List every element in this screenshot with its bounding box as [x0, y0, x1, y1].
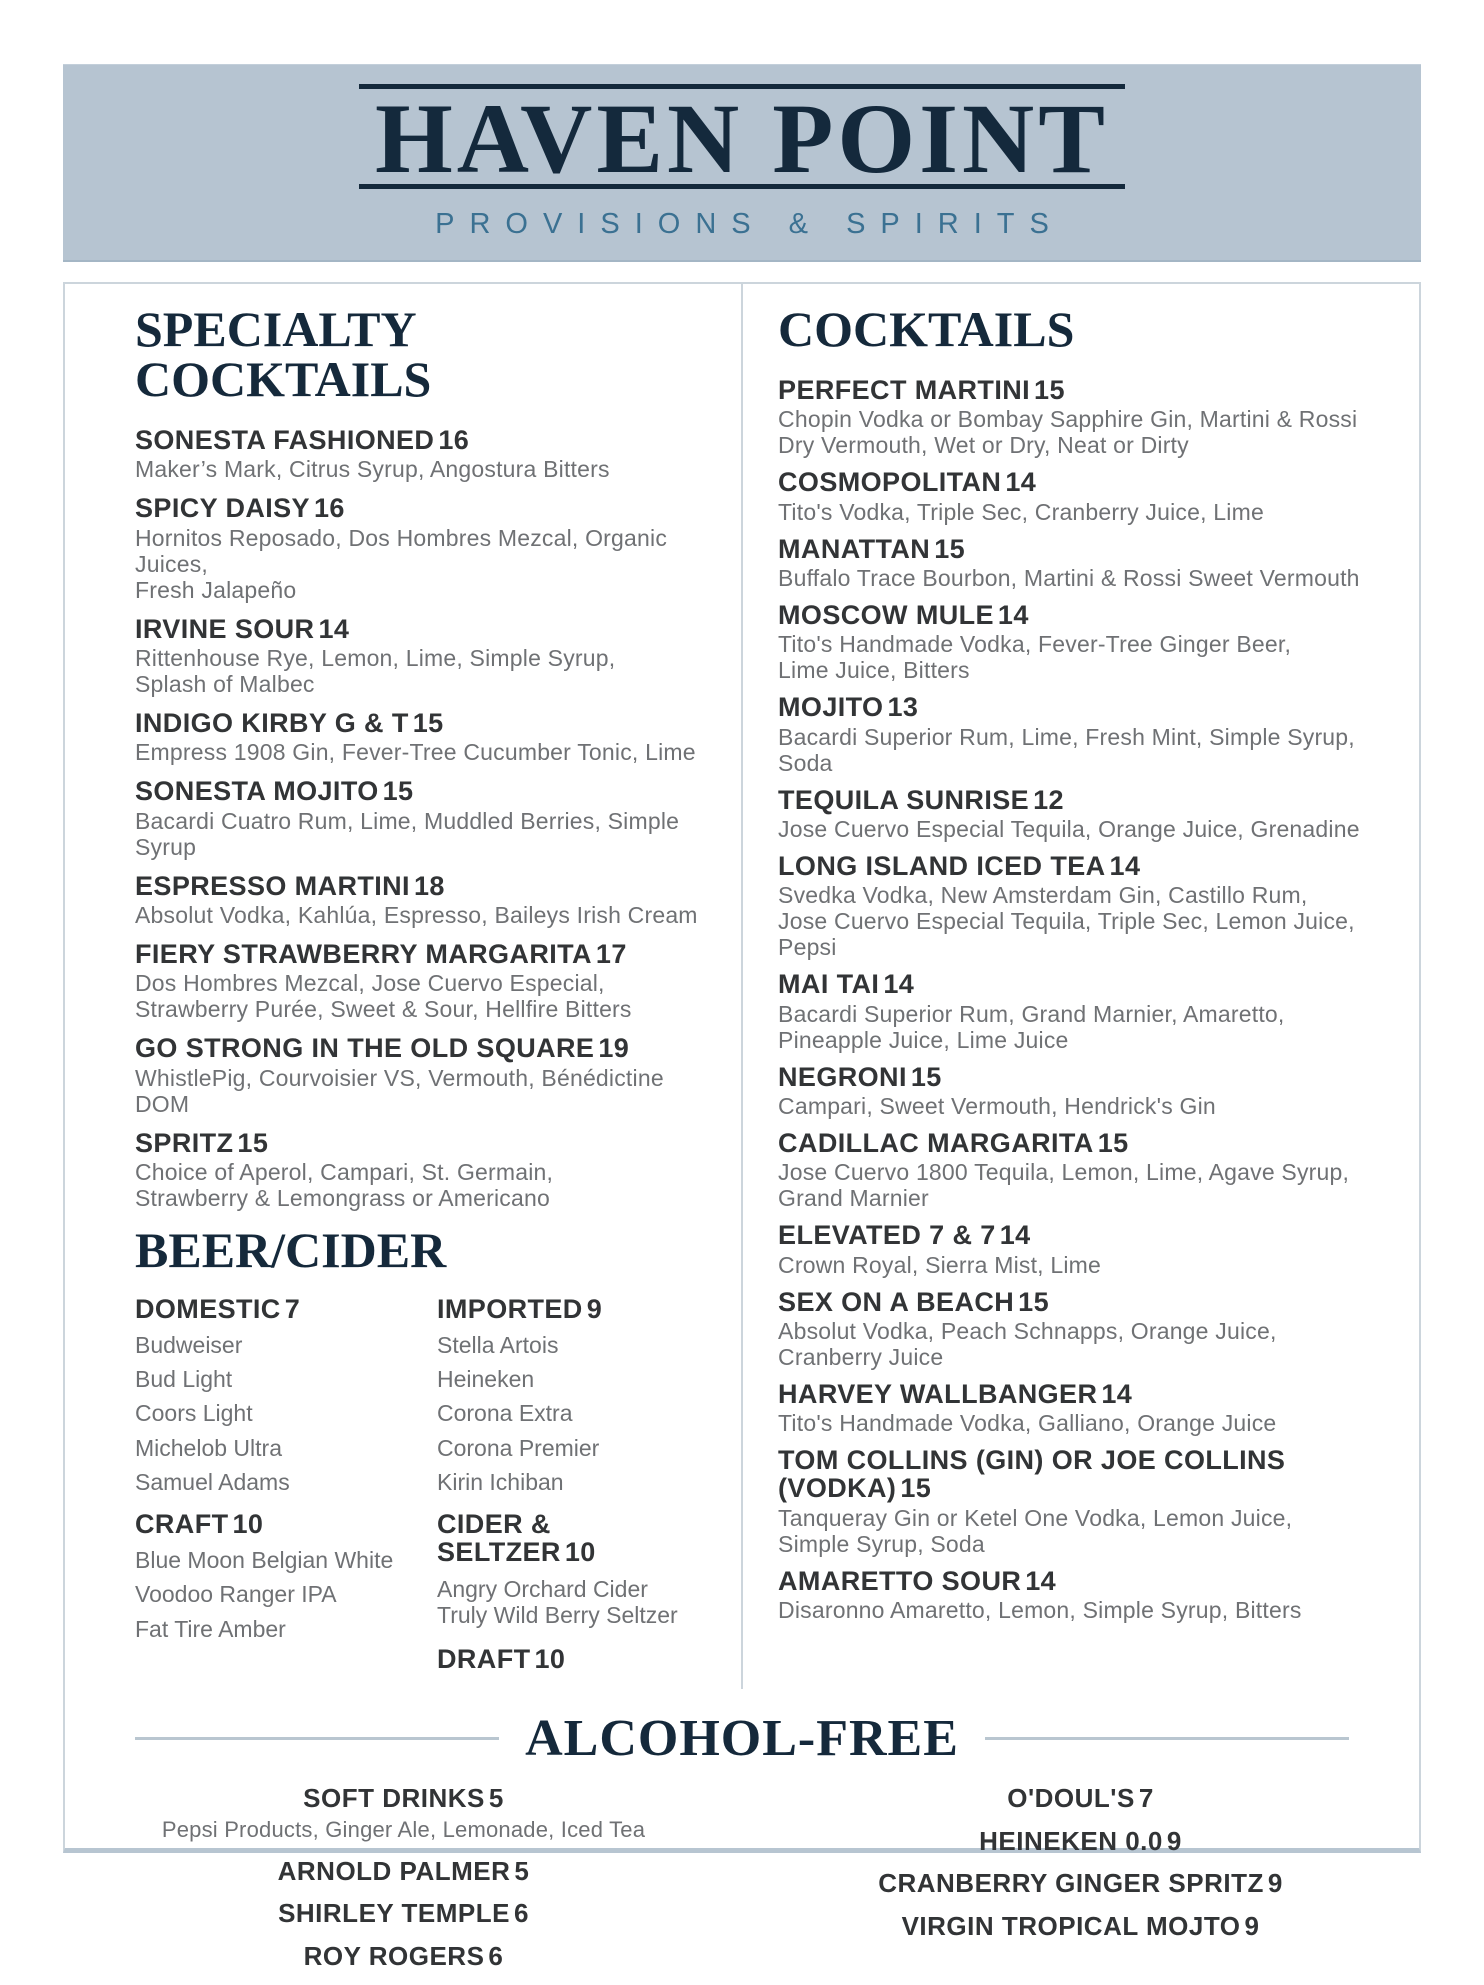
- alcohol-free-item: [65, 1899, 742, 1928]
- menu-item-desc-line: Strawberry & Lemongrass or Americano: [135, 1184, 550, 1211]
- alcohol-free-item-description: Pepsi Products, Ginger Ale, Lemonade, Iced Tea: [161, 1816, 646, 1842]
- left-column: [65, 284, 743, 1689]
- menu-item-price: 14: [997, 599, 1029, 630]
- menu-item: [778, 1567, 1399, 1623]
- menu-item-description: [135, 645, 715, 697]
- menu-item: [135, 1129, 715, 1211]
- beer-cider-grid: [135, 1295, 715, 1689]
- alcohol-free-item-price: 6: [513, 1898, 529, 1929]
- menu-item-price: 16: [438, 425, 470, 455]
- menu-item-title: MAI TAI: [778, 969, 880, 1000]
- menu-item-desc-line: Cranberry Juice: [778, 1343, 944, 1370]
- beer-group-name: [437, 1510, 715, 1567]
- menu-item: [135, 940, 715, 1022]
- menu-title: HAVEN POINT: [359, 84, 1125, 189]
- menu-item-price: 14: [318, 613, 350, 644]
- alcohol-free-column: [742, 1784, 1419, 1984]
- beer-group-price: 10: [564, 1537, 596, 1568]
- alcohol-free-item: [65, 1857, 742, 1886]
- alcohol-free-item-title: ROY ROGERS: [303, 1940, 485, 1971]
- beer-group-name: [437, 1645, 715, 1673]
- menu-item-desc-line: Campari, Sweet Vermouth, Hendrick's Gin: [778, 1092, 1216, 1119]
- menu-item-desc-line: Tanqueray Gin or Ketel One Vodka, Lemon Juice,: [778, 1504, 1293, 1531]
- menu-item: [778, 1063, 1399, 1119]
- menu-item-title: MANATTAN: [778, 533, 931, 564]
- beer-entry: Kirin Ichiban: [437, 1468, 564, 1495]
- menu-item-name: [778, 535, 1399, 563]
- beer-group-price: 10: [232, 1508, 264, 1539]
- menu-item-desc-line: Dos Hombres Mezcal, Jose Cuervo Especial,: [135, 970, 605, 997]
- menu-item-title: FIERY STRAWBERRY MARGARITA: [135, 938, 592, 969]
- beer-group: [135, 1510, 437, 1641]
- menu-item-name: [778, 970, 1399, 998]
- menu-item-title: ESPRESSO MARTINI: [135, 870, 410, 901]
- menu-item-name: [135, 709, 715, 737]
- menu-item-desc-line: Bacardi Superior Rum, Lime, Fresh Mint, Simple Syrup, Soda: [778, 723, 1355, 776]
- alcohol-free-section: [65, 1709, 1419, 1984]
- menu-item-name: [778, 468, 1399, 496]
- menu-item-name: [778, 786, 1399, 814]
- menu-item-desc-line: Bacardi Cuatro Rum, Lime, Muddled Berries, Simple Syrup: [135, 807, 680, 860]
- section-title-beer-cider: BEER/CIDER: [135, 1221, 447, 1278]
- menu-item-description: [778, 1252, 1399, 1278]
- beer-group-name: [135, 1295, 437, 1323]
- menu-item-description: [135, 739, 715, 765]
- menu-item: [135, 872, 715, 928]
- alcohol-free-item: [742, 1912, 1419, 1941]
- menu-item-name: [135, 426, 715, 454]
- menu-item-price: 15: [1034, 375, 1065, 405]
- beer-group: [437, 1510, 715, 1627]
- menu-item-desc-line: Tito's Vodka, Triple Sec, Cranberry Juice, Lime: [778, 498, 1264, 525]
- beer-entry: Angry Orchard Cider: [437, 1575, 648, 1602]
- alcohol-free-item-price: 5: [514, 1855, 530, 1886]
- menu-item-desc-line: Choice of Aperol, Campari, St. Germain,: [135, 1158, 554, 1185]
- menu-subtitle: PROVISIONS & SPIRITS: [435, 208, 1064, 240]
- beer-group-title: DOMESTIC: [135, 1293, 281, 1324]
- beer-group-entries: [135, 1548, 437, 1640]
- menu-item-price: 14: [999, 1220, 1031, 1251]
- menu-item: [135, 494, 715, 602]
- right-column: [743, 284, 1419, 1689]
- menu-item-desc-line: Empress 1908 Gin, Fever-Tree Cucumber Tonic, Lime: [135, 739, 696, 766]
- menu-item-title: IRVINE SOUR: [135, 613, 315, 644]
- menu-item-description: [778, 724, 1399, 776]
- menu-item-title: CADILLAC MARGARITA: [778, 1127, 1094, 1158]
- beer-entry: Samuel Adams: [135, 1468, 290, 1495]
- beer-entry: Bud Light: [135, 1366, 233, 1393]
- menu-item-price: 15: [910, 1061, 942, 1092]
- alcohol-free-item-price: 9: [1267, 1868, 1283, 1899]
- beer-entry: Corona Premier: [437, 1434, 600, 1461]
- menu-item-description: [135, 1159, 715, 1211]
- menu-item-description: [778, 406, 1399, 458]
- menu-item-desc-line: Absolut Vodka, Peach Schnapps, Orange Juice,: [778, 1317, 1277, 1344]
- menu-item: [135, 777, 715, 859]
- alcohol-free-item-name: [65, 1942, 742, 1971]
- menu-item: [135, 1034, 715, 1116]
- alcohol-free-item-title: SOFT DRINKS: [303, 1783, 485, 1814]
- menu-item-title: TOM COLLINS (GIN) OR JOE COLLINS (VODKA): [778, 1445, 1286, 1504]
- menu-item: [778, 535, 1399, 591]
- menu-item-title: SPICY DAISY: [135, 493, 310, 524]
- menu-item: [778, 1288, 1399, 1370]
- menu-item-desc-line: Hornitos Reposado, Dos Hombres Mezcal, Organic Juices,: [135, 524, 668, 577]
- menu-item-title: NEGRONI: [778, 1061, 907, 1092]
- menu-item-name: [135, 1034, 715, 1062]
- menu-item: [135, 615, 715, 697]
- menu-item-name: [778, 1129, 1399, 1157]
- menu-item-desc-line: Splash of Malbec: [135, 670, 315, 697]
- section-title-line: COCKTAILS: [135, 351, 432, 407]
- beer-group: [135, 1295, 437, 1494]
- menu-columns: [65, 284, 1419, 1689]
- menu-item-price: 16: [313, 493, 345, 524]
- menu-item-description: [778, 1093, 1399, 1119]
- menu-item-name: [778, 1063, 1399, 1091]
- alcohol-free-columns: [65, 1784, 1419, 1984]
- menu-item-price: 14: [1025, 1565, 1057, 1596]
- menu-item-desc-line: Crown Royal, Sierra Mist, Lime: [778, 1251, 1101, 1278]
- menu-item-title: SPRITZ: [135, 1127, 234, 1158]
- menu-item-desc-line: WhistlePig, Courvoisier VS, Vermouth, Bénédictine DOM: [135, 1064, 664, 1117]
- beer-column: [437, 1295, 715, 1689]
- menu-item-description: [135, 808, 715, 860]
- menu-item-description: [778, 565, 1399, 591]
- section-title-cocktails: COCKTAILS: [778, 301, 1075, 357]
- menu-item: [778, 852, 1399, 960]
- alcohol-free-item-price: 7: [1138, 1783, 1154, 1814]
- menu-item-description: [135, 970, 715, 1022]
- menu-item: [778, 1129, 1399, 1211]
- alcohol-free-header: [135, 1709, 1349, 1768]
- menu-item-price: 15: [1097, 1127, 1129, 1158]
- alcohol-free-item-name: [742, 1912, 1419, 1941]
- menu-item: [778, 601, 1399, 683]
- menu-item-title: COSMOPOLITAN: [778, 467, 1002, 498]
- beer-group-price: 9: [586, 1293, 603, 1324]
- menu-item-desc-line: Strawberry Purée, Sweet & Sour, Hellfire Bitters: [135, 996, 632, 1023]
- menu-item-name: [778, 1567, 1399, 1595]
- beer-entry: Coors Light: [135, 1400, 253, 1427]
- menu-item-description: [778, 1001, 1399, 1053]
- menu-item-name: [135, 615, 715, 643]
- menu-item-description: [778, 499, 1399, 525]
- beer-group-title: IMPORTED: [437, 1293, 583, 1324]
- menu-item-price: 15: [412, 707, 444, 738]
- beer-entry: Stella Artois: [437, 1332, 559, 1359]
- menu-item-desc-line: Grand Marnier: [778, 1185, 929, 1212]
- menu-item-desc-line: Tito's Handmade Vodka, Fever-Tree Ginger Beer,: [778, 631, 1292, 658]
- alcohol-free-item-title: VIRGIN TROPICAL MOJTO: [901, 1910, 1241, 1941]
- beer-entry: Voodoo Ranger IPA: [135, 1581, 337, 1608]
- menu-item: [778, 786, 1399, 842]
- beer-entry: Budweiser: [135, 1332, 243, 1359]
- menu-item-name: [778, 601, 1399, 629]
- alcohol-free-item-price: 9: [1244, 1910, 1260, 1941]
- alcohol-free-item-title: SHIRLEY TEMPLE: [278, 1898, 510, 1929]
- menu-item-title: SONESTA FASHIONED: [135, 425, 435, 455]
- alcohol-free-item-price: 5: [488, 1783, 504, 1814]
- menu-item-name: [778, 693, 1399, 721]
- menu-item-description: [135, 902, 715, 928]
- menu-item-name: [135, 872, 715, 900]
- header-band: [63, 64, 1421, 262]
- beer-entry: Truly Wild Berry Seltzer: [437, 1601, 678, 1628]
- menu-item: [778, 970, 1399, 1052]
- menu-item-price: 19: [598, 1033, 630, 1064]
- menu-item-price: 17: [595, 938, 627, 969]
- menu-item-price: 14: [1109, 850, 1141, 881]
- menu-item-desc-line: Jose Cuervo 1800 Tequila, Lemon, Lime, Agave Syrup,: [778, 1159, 1350, 1186]
- beer-group-price: 10: [534, 1643, 566, 1674]
- menu-item-description: [778, 1597, 1399, 1623]
- specialty-cocktails-list: [135, 426, 715, 1211]
- menu-item-name: [778, 1380, 1399, 1408]
- menu-item-desc-line: Lime Juice, Bitters: [778, 657, 970, 684]
- menu-item-description: [135, 525, 715, 603]
- beer-group-name: [437, 1295, 715, 1323]
- menu-item-name: [778, 1288, 1399, 1316]
- menu-item-desc-line: Simple Syrup, Soda: [778, 1530, 985, 1557]
- menu-item-price: 14: [1101, 1378, 1133, 1409]
- menu-item-name: [135, 1129, 715, 1157]
- menu-item-description: [778, 1505, 1399, 1557]
- menu-item-price: 15: [934, 533, 966, 564]
- menu-box: [63, 282, 1421, 1971]
- menu-item-desc-line: Rittenhouse Rye, Lemon, Lime, Simple Syrup,: [135, 644, 616, 671]
- alcohol-free-item-price: 9: [1166, 1825, 1182, 1856]
- menu-item-price: 15: [237, 1127, 269, 1158]
- menu-item: [135, 426, 715, 482]
- menu-item-price: 12: [1033, 784, 1064, 815]
- menu-item-description: [778, 882, 1399, 960]
- menu-item-title: MOJITO: [778, 692, 884, 723]
- menu-item-description: [778, 1410, 1399, 1436]
- menu-item-desc-line: Bacardi Superior Rum, Grand Marnier, Amaretto,: [778, 1000, 1285, 1027]
- menu-item-title: SEX ON A BEACH: [778, 1286, 1015, 1317]
- menu-item-desc-line: Maker’s Mark, Citrus Syrup, Angostura Bitters: [135, 456, 610, 483]
- menu-item-description: [778, 1318, 1399, 1370]
- cocktails-list: [778, 376, 1399, 1623]
- alcohol-free-item-title: O'DOUL'S: [1007, 1783, 1135, 1814]
- menu-item-desc-line: Jose Cuervo Especial Tequila, Orange Juice, Grenadine: [778, 815, 1360, 842]
- menu-item: [778, 376, 1399, 458]
- alcohol-free-item-name: [742, 1869, 1419, 1898]
- beer-group-title: DRAFT: [437, 1643, 531, 1674]
- menu-item: [778, 1221, 1399, 1277]
- menu-item-title: GO STRONG IN THE OLD SQUARE: [135, 1033, 595, 1064]
- menu-item-description: [778, 631, 1399, 683]
- menu-item-desc-line: Dry Vermouth, Wet or Dry, Neat or Dirty: [778, 432, 1189, 459]
- menu-item-title: HARVEY WALLBANGER: [778, 1378, 1098, 1409]
- menu-item-name: [778, 1446, 1399, 1503]
- beer-group-name: [135, 1510, 437, 1538]
- beer-group-title: CIDER & SELTZER: [437, 1508, 561, 1568]
- section-title-line: SPECIALTY: [135, 301, 417, 357]
- beer-group: [437, 1295, 715, 1494]
- menu-item-title: INDIGO KIRBY G & T: [135, 707, 409, 738]
- menu-item: [778, 1380, 1399, 1436]
- beer-entry: Blue Moon Belgian White: [135, 1547, 394, 1574]
- beer-entry: Michelob Ultra: [135, 1434, 282, 1461]
- horizontal-rule-right: [985, 1737, 1349, 1740]
- menu-item-price: 15: [900, 1473, 932, 1504]
- beer-group-title: CRAFT: [135, 1508, 229, 1539]
- menu-item: [778, 1446, 1399, 1557]
- menu-item-title: PERFECT MARTINI: [778, 375, 1031, 405]
- alcohol-free-item-name: [742, 1827, 1419, 1856]
- section-title-specialty-cocktails: [135, 301, 715, 407]
- menu-item-name: [135, 494, 715, 522]
- menu-item-description: [135, 1065, 715, 1117]
- menu-item-name: [135, 777, 715, 805]
- beer-group-entries: [437, 1577, 715, 1627]
- menu-item-desc-line: Svedka Vodka, New Amsterdam Gin, Castillo Rum,: [778, 882, 1308, 909]
- beer-group-entries: [437, 1333, 715, 1494]
- menu-item: [135, 709, 715, 765]
- menu-item-desc-line: Disaronno Amaretto, Lemon, Simple Syrup, Bitters: [778, 1597, 1302, 1624]
- beer-entry: Corona Extra: [437, 1400, 573, 1427]
- section-title-alcohol-free: ALCOHOL-FREE: [525, 1710, 959, 1768]
- beer-group-price: 7: [284, 1293, 301, 1324]
- beer-column: [135, 1295, 437, 1689]
- menu-item-name: [778, 1221, 1399, 1249]
- menu-item-title: ELEVATED 7 & 7: [778, 1220, 996, 1251]
- menu-item-description: [778, 816, 1399, 842]
- menu-item-price: 14: [1005, 467, 1037, 498]
- menu-item-price: 15: [382, 776, 414, 807]
- menu-item-price: 14: [883, 969, 915, 1000]
- menu-item-price: 18: [413, 870, 445, 901]
- menu-item: [778, 468, 1399, 524]
- alcohol-free-item: [65, 1942, 742, 1971]
- alcohol-free-item-price: 6: [488, 1940, 504, 1971]
- menu-item-desc-line: Absolut Vodka, Kahlúa, Espresso, Baileys Irish Cream: [135, 901, 698, 928]
- menu-item-title: AMARETTO SOUR: [778, 1565, 1022, 1596]
- beer-group: [437, 1645, 715, 1673]
- menu-item-title: TEQUILA SUNRISE: [778, 784, 1030, 815]
- menu-item-title: LONG ISLAND ICED TEA: [778, 850, 1106, 881]
- menu-item-desc-line: Tito's Handmade Vodka, Galliano, Orange Juice: [778, 1410, 1277, 1437]
- alcohol-free-item-title: ARNOLD PALMER: [277, 1855, 511, 1886]
- menu-item: [778, 693, 1399, 775]
- alcohol-free-item-name: [65, 1899, 742, 1928]
- alcohol-free-item: [742, 1827, 1419, 1856]
- menu-item-price: 15: [1018, 1286, 1050, 1317]
- menu-item-name: [778, 376, 1399, 404]
- alcohol-free-column: [65, 1784, 742, 1984]
- alcohol-free-item: [742, 1784, 1419, 1813]
- horizontal-rule-left: [135, 1737, 499, 1740]
- menu-item-name: [778, 852, 1399, 880]
- menu-item-title: MOSCOW MULE: [778, 599, 994, 630]
- menu-item-description: [135, 456, 715, 482]
- beer-entry: Heineken: [437, 1366, 535, 1393]
- menu-item-title: SONESTA MOJITO: [135, 776, 379, 807]
- menu-item-desc-line: Jose Cuervo Especial Tequila, Triple Sec, Lemon Juice, Pepsi: [778, 908, 1355, 961]
- alcohol-free-item: [65, 1784, 742, 1843]
- alcohol-free-item-name: [65, 1857, 742, 1886]
- menu-item-name: [135, 940, 715, 968]
- menu-item-description: [778, 1159, 1399, 1211]
- menu-item-price: 13: [887, 692, 919, 723]
- menu-item-desc-line: Buffalo Trace Bourbon, Martini & Rossi Sweet Vermouth: [778, 564, 1360, 591]
- menu-item-desc-line: Pineapple Juice, Lime Juice: [778, 1026, 1069, 1053]
- alcohol-free-item: [742, 1869, 1419, 1898]
- beer-entry: Fat Tire Amber: [135, 1615, 286, 1642]
- alcohol-free-item-name: [65, 1784, 742, 1813]
- beer-group-entries: [135, 1333, 437, 1494]
- alcohol-free-item-name: [742, 1784, 1419, 1813]
- alcohol-free-item-title: CRANBERRY GINGER SPRITZ: [878, 1868, 1264, 1899]
- alcohol-free-item-title: HEINEKEN 0.0: [979, 1825, 1163, 1856]
- menu-item-desc-line: Chopin Vodka or Bombay Sapphire Gin, Martini & Rossi: [778, 406, 1358, 433]
- menu-item-desc-line: Fresh Jalapeño: [135, 576, 297, 603]
